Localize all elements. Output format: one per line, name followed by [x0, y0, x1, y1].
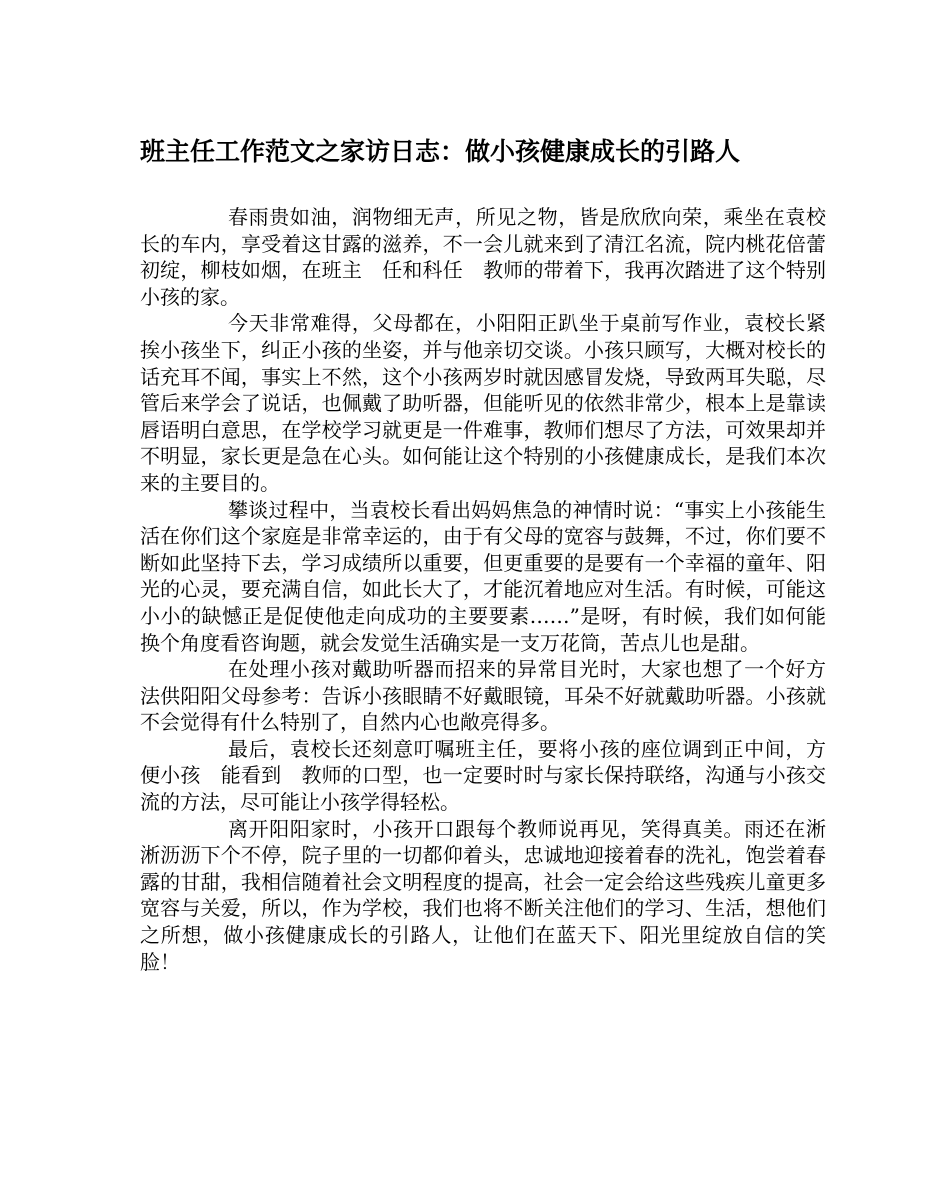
- paragraph-6: 离开阳阳家时，小孩开口跟每个教师说再见，笑得真美。雨还在淅淅沥沥下个不停，院子里的一切都仰着头，忠诚地迎接着春的洗礼，饱尝着春露的甘甜，我相信随着社会文明程度的提高，社会一定会给这些残疾儿童更多宽容与关爱，所以，作为学校，我们也将不断关注他们的学习、生活，想他们之所想，做小孩健康成长的引路人，让他们在蓝天下、阳光里绽放自信的笑脸！: [140, 816, 826, 974]
- document-title: 班主任工作范文之家访日志：做小孩健康成长的引路人: [140, 137, 741, 166]
- paragraph-3: 攀谈过程中，当袁校长看出妈妈焦急的神情时说：“事实上小孩能生活在你们这个家庭是非常幸运的，由于有父母的宽容与鼓舞，不过，你们要不断如此坚持下去，学习成绩所以重要，但更重要的是要有一个幸福的童年、阳光的心灵，要充满自信，如此长大了，才能沉着地应对生活。有时候，可能这小小的缺憾正是促使他走向成功的主要要素……”是呀，有时候，我们如何能换个角度看咨询题，就会发觉生活确实是一支万花筒，苦点儿也是甜。: [140, 497, 826, 655]
- paragraph-4: 在处理小孩对戴助听器而招来的异常目光时，大家也想了一个好方法供阳阳父母参考：告诉小孩眼睛不好戴眼镜，耳朵不好就戴助听器。小孩就不会觉得有什么特别了，自然内心也敞亮得多。: [140, 657, 826, 735]
- paragraph-5: 最后，袁校长还刻意叮嘱班主任，要将小孩的座位调到正中间，方便小孩 能看到 教师的口型，也一定要时时与家长保持联络，沟通与小孩交流的方法，尽可能让小孩学得轻松。: [140, 736, 826, 815]
- document-body: [140, 204, 826, 975]
- paragraph-1: 春雨贵如油，润物细无声，所见之物，皆是欣欣向荣，乘坐在袁校长的车内，享受着这甘露的滋养，不一会儿就来到了清江名流，院内桃花倍蕾初绽，柳枝如烟，在班主 任和科任 教师的带着下，我再次踏进了这个特别小孩的家。: [140, 205, 826, 309]
- paragraph-2: 今天非常难得，父母都在，小阳阳正趴坐于桌前写作业，袁校长紧挨小孩坐下，纠正小孩的坐姿，并与他亲切交谈。小孩只顾写，大概对校长的话充耳不闻，事实上不然，这个小孩两岁时就因感冒发烧，导致两耳失聪，尽管后来学会了说话，也佩戴了助听器，但能听见的依然非常少，根本上是靠读唇语明白意思，在学校学习就更是一件难事，教师们想尽了方法，可效果却并不明显，家长更是急在心头。如何能让这个特别的小孩健康成长，是我们本次来的主要目的。: [140, 311, 826, 495]
